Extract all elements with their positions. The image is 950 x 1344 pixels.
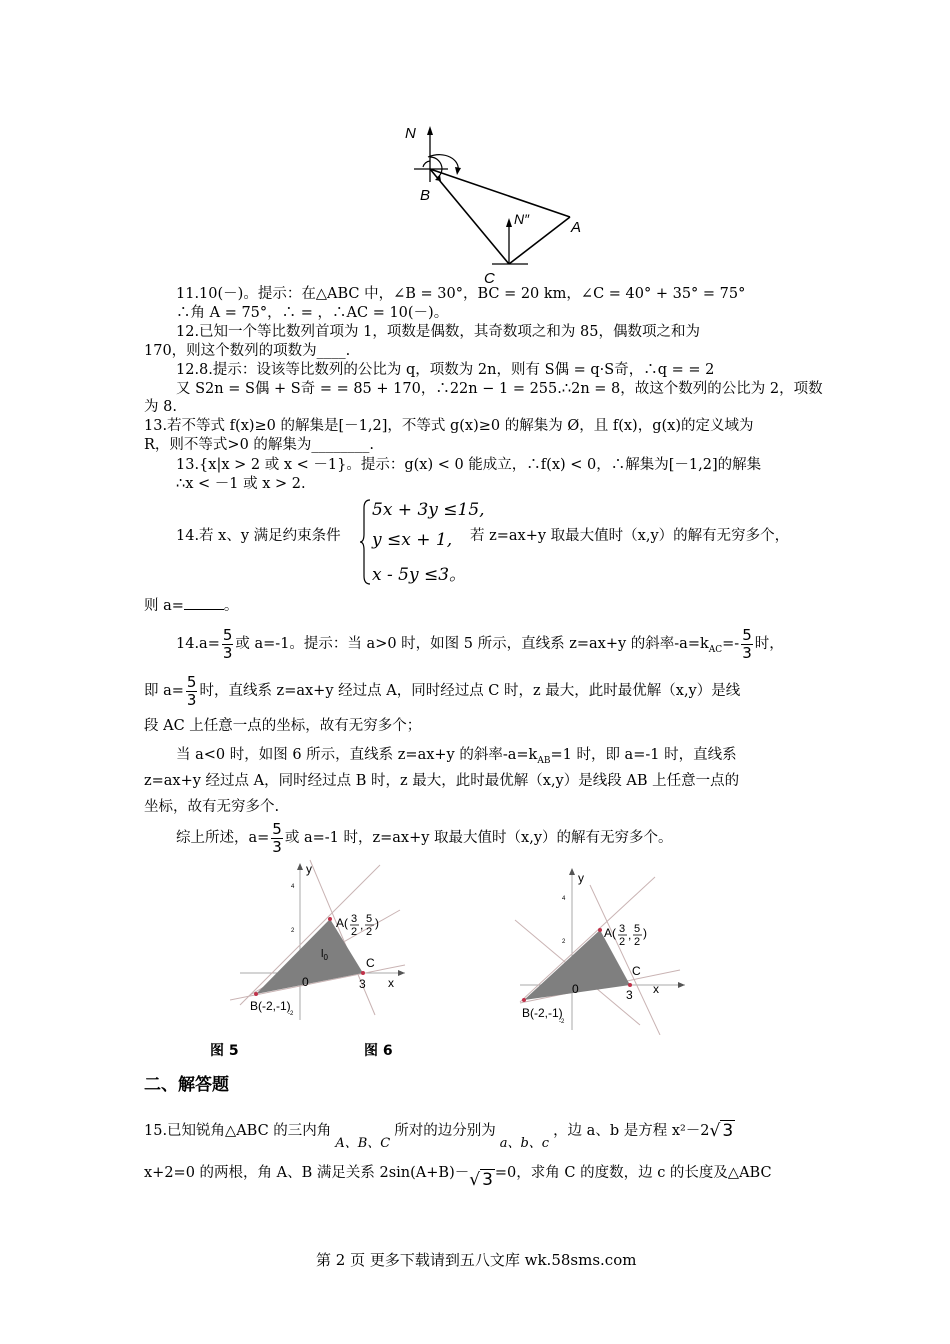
line-12-answer-cont: 又 S2n = S偶 + S奇 = = 85 + 170，∴22n − 1 = 255.∴2n = 8，故这个数列的公比为 2，项数 <box>176 381 823 397</box>
navigation-figure <box>400 120 600 290</box>
line-12-answer: 12.8.提示：设该等比数列的公比为 q，项数为 2n，则有 S偶 = q·S奇，∴q = = 2 <box>176 362 715 378</box>
line-13-question-cont: R，则不等式>0 的解集为________. <box>144 437 375 453</box>
tick-2: 2 <box>562 939 566 945</box>
point-a-frac2: 5 2 <box>634 923 641 948</box>
l0-label: $l_0$ <box>321 948 328 962</box>
q14-lead: 14.若 x、y 满足约束条件 <box>176 528 341 544</box>
sol14-line7: 综上所述，a= $\frac{5}{3}$ 或 a=-1 时，z=ax+y 取最大值时（x,y）的解有无穷多个。 <box>176 819 673 856</box>
tick-3: 3 <box>626 988 633 1002</box>
line-12-question-cont: 170，则这个数列的项数为____. <box>144 343 351 359</box>
line-12-question: 12.已知一个等比数列首项为 1，项数是偶数，其奇数项之和为 85，偶数项之和为 <box>176 324 700 340</box>
q14-then: 则 a= 。 <box>144 595 238 616</box>
origin-label: 0 <box>302 975 309 989</box>
page-footer: 第 2 页 更多下载请到五八文库 wk.58sms.com <box>316 1251 637 1269</box>
q14-tail: 若 z=ax+y 取最大值时（x,y）的解有无穷多个， <box>470 528 790 544</box>
sol14-line1: 14.a= $\frac{5}{3}$ 或 a=-1。提示：当 a>0 时，如图 5 所示，直线系 z=ax+y 的斜率$-a=k_{AC}=-$ $\frac{5}{3}$ 时， <box>176 625 784 662</box>
point-c-label: C <box>632 964 641 978</box>
q15-line1: 15.已知锐角△ABC 的三内角A、B、C所对的边分别为a、b、c，边 a、b 是方程 x²－2√ 3 <box>144 1121 734 1151</box>
figure-5-graph <box>230 855 410 1025</box>
x-axis-label: x <box>388 976 394 990</box>
label-n: N <box>405 125 416 142</box>
line-12-answer-end: 为 8. <box>144 399 177 415</box>
label-c: C <box>484 270 495 287</box>
q15-line2: x+2=0 的两根，角 A、B 满足关系 2sin(A+B)－√ 3 =0，求角 C 的度数，边 c 的长度及△ABC <box>144 1165 772 1190</box>
label-a: A <box>571 219 582 236</box>
line-13-question: 13.若不等式 f(x)≥0 的解集是[－1,2]，不等式 g(x)≥0 的解集为 Ø，且 f(x)，g(x)的定义域为 <box>144 418 754 434</box>
line-13-answer-end: ∴x < －1 或 x > 2. <box>176 476 306 492</box>
tick-4: 4 <box>562 896 566 902</box>
point-a-label: A( <box>604 926 616 940</box>
point-a-close: ) <box>375 916 379 930</box>
figure-6-caption: 图 6 <box>364 1043 393 1059</box>
x-axis-label: x <box>653 982 659 996</box>
y-axis-label: y <box>306 862 312 876</box>
point-a-frac1: 3 2 <box>619 923 626 948</box>
figure-6-graph <box>510 865 690 1035</box>
constraint-1: 5x + 3y ≤15, <box>372 500 485 520</box>
figure-5-caption: 图 5 <box>210 1043 239 1059</box>
point-a-sep: , <box>360 918 364 932</box>
constraint-2: y ≤x + 1, <box>372 530 453 550</box>
point-a-close: ) <box>643 926 647 940</box>
constraint-3: x - 5y ≤3。 <box>372 565 467 585</box>
sol14-line3: 段 AC 上任意一点的坐标，故有无穷多个； <box>144 718 422 734</box>
origin-label: 0 <box>572 982 579 996</box>
point-a-label: A( <box>336 916 348 930</box>
point-c-label: C <box>366 956 375 970</box>
sol14-line2: 即 a= $\frac{5}{3}$ 时，直线系 z=ax+y 经过点 A，同时经过点 C 时，z 最大，此时最优解（x,y）是线 <box>144 672 741 709</box>
tick-3: 3 <box>359 977 366 991</box>
y-axis-label: y <box>578 871 584 885</box>
line-11-answer: 11.10(－)。提示：在△ABC 中，∠B = 30°，BC = 20 km，∠C = 40° + 35° = 75° <box>176 286 746 302</box>
section-heading: 二、解答题 <box>144 1075 229 1095</box>
point-a-frac1: 3 2 <box>351 913 358 938</box>
tick-2: 2 <box>291 928 295 934</box>
point-a-frac2: 5 2 <box>366 913 373 938</box>
sol14-line5: z=ax+y 经过点 A，同时经过点 B 时，z 最大，此时最优解（x,y）是线段 AB 上任意一点的 <box>144 773 740 789</box>
sol14-line4: 当 a<0 时，如图 6 所示，直线系 z=ax+y 的斜率$-a=k_{AB}=1$ 时，即 a=-1 时，直线系 <box>176 747 737 766</box>
point-b-label: B(-2,-1) <box>250 999 291 1013</box>
tick-4: 4 <box>291 884 295 890</box>
label-b: B <box>420 187 431 204</box>
line-11-conclusion: ∴角 A = 75°，∴ = ，∴AC = 10(－)。 <box>176 305 449 321</box>
tick-neg2: -2 <box>288 1011 294 1017</box>
tick-neg2: -2 <box>559 1019 565 1025</box>
sol14-line6: 坐标，故有无穷多个. <box>144 799 280 815</box>
point-a-sep: , <box>628 928 632 942</box>
line-13-answer: 13.{x|x > 2 或 x < －1}。提示：g(x) < 0 能成立，∴f(x) < 0，∴解集为[－1,2]的解集 <box>176 457 762 473</box>
label-n2: N″ <box>514 211 530 227</box>
constraint-system <box>360 498 485 586</box>
point-b-label: B(-2,-1) <box>522 1006 563 1020</box>
